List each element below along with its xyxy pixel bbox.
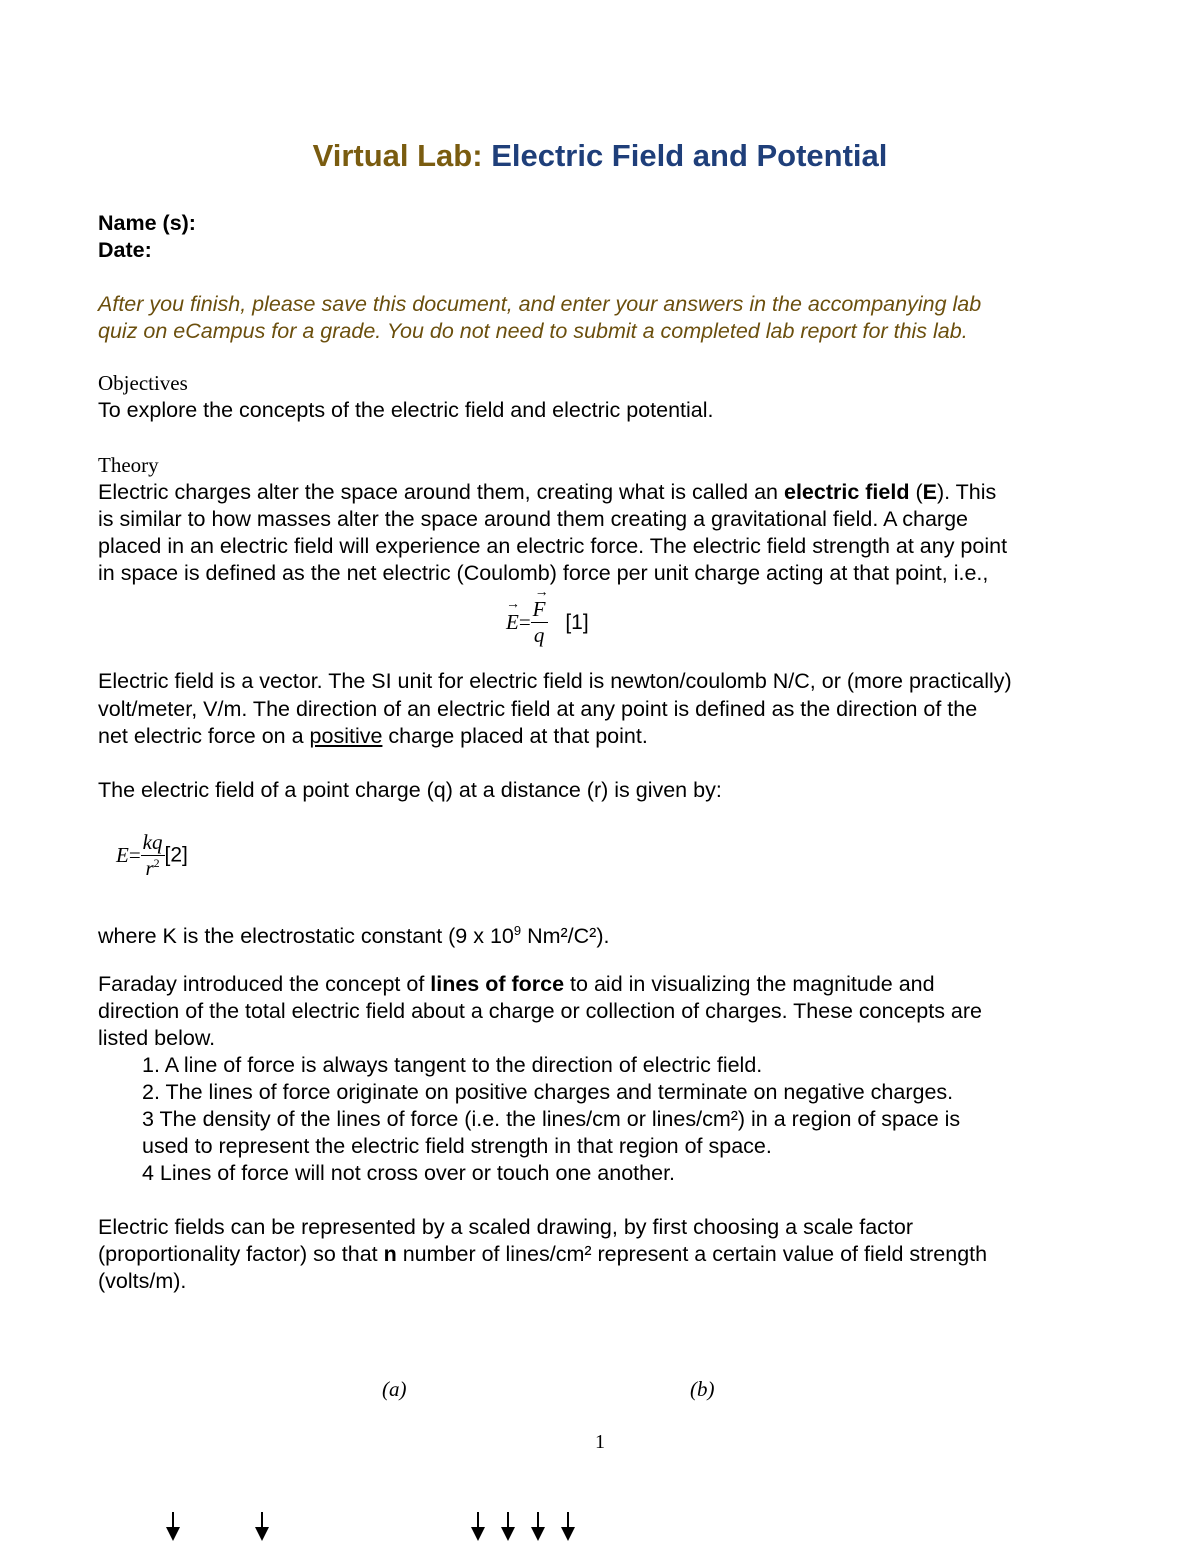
eq1-lhs <box>506 597 520 635</box>
eq2-numerator: kq <box>142 830 163 854</box>
eq2-exponent: 2 <box>153 856 160 870</box>
text-span: to aid in visualizing the magnitude and <box>564 972 935 996</box>
text-span: ). This <box>936 480 997 504</box>
field-line-arrow-icon <box>172 1512 174 1537</box>
theory-p4 <box>98 917 609 950</box>
eq2-fraction <box>141 830 165 881</box>
eq2-denominator <box>141 856 165 881</box>
text-span: Electric charges alter the space around them, creating what is called an <box>98 480 784 504</box>
text-span: Faraday introduced the concept of <box>98 972 431 996</box>
field-line-arrow-icon <box>537 1512 539 1537</box>
objectives-text: To explore the concepts of the electric field and electric potential. <box>98 398 714 422</box>
electric-field-term: electric field <box>783 480 910 504</box>
figure-label-a: (a) <box>382 1377 407 1401</box>
theory-p5-line-3: listed below. <box>98 1026 216 1050</box>
theory-p1-line-3: placed in an electric field will experience an electric force. The electric field strength at any point <box>98 534 1008 558</box>
page-number: 1 <box>595 1431 605 1453</box>
instruction-line-1: After you finish, please save this document, and enter your answers in the accompanying lab <box>98 292 982 316</box>
theory-p2-line-1: Electric field is a vector. The SI unit for electric field is newton/coulomb N/C, or (more practically) <box>98 669 1012 693</box>
text-span: (proportionality factor) so that <box>98 1242 384 1266</box>
theory-p3: The electric field of a point charge (q) at a distance (r) is given by: <box>98 778 722 802</box>
eq1-numerator <box>531 585 549 623</box>
text-span: ( <box>909 480 923 504</box>
eq2-ref: [2] <box>164 843 188 867</box>
theory-p1-line-1 <box>98 479 996 506</box>
text-span: where K is the electrostatic constant (9 x 10 <box>98 924 514 949</box>
n-symbol: n <box>383 1242 397 1266</box>
vector-arrow-icon: → <box>534 585 549 600</box>
theory-p6-line-1: Electric fields can be represented by a scaled drawing, by first choosing a scale factor <box>98 1215 914 1239</box>
eq1-fraction <box>531 585 549 648</box>
list-item: 2. The lines of force originate on positive charges and terminate on negative charges. <box>142 1080 954 1104</box>
figure-label-b: (b) <box>690 1377 715 1401</box>
field-line-arrow-icon <box>477 1512 479 1537</box>
theory-p5-line-2: direction of the total electric field about a charge or collection of charges. These concepts are <box>98 999 982 1023</box>
eq2-lhs: E <box>116 843 129 867</box>
eq2-equals: = <box>128 843 141 867</box>
lines-of-force-term: lines of force <box>430 972 565 996</box>
theory-p6-line-2 <box>98 1241 987 1268</box>
title-prefix: Virtual Lab: <box>312 138 483 173</box>
list-item-continuation: used to represent the electric field strength in that region of space. <box>142 1134 772 1158</box>
eq1-numerator-symbol: F <box>532 597 546 621</box>
eq1-equals: = <box>518 610 531 634</box>
page-title <box>0 136 1200 176</box>
field-line-arrow-icon <box>567 1512 569 1537</box>
text-span: Nm²/C²). <box>521 924 610 949</box>
objectives-heading: Objectives <box>98 371 188 395</box>
eq1-ref: [1] <box>565 610 589 634</box>
theory-p2-line-2: volt/meter, V/m. The direction of an electric field at any point is defined as the direction of the <box>98 697 978 721</box>
list-item: 3 The density of the lines of force (i.e. the lines/cm or lines/cm²) in a region of space is <box>142 1107 961 1131</box>
theory-heading: Theory <box>98 453 159 477</box>
eq1-lhs-symbol: E <box>506 610 519 634</box>
list-item: 1. A line of force is always tangent to the direction of electric field. <box>142 1053 763 1077</box>
eq2-denominator-symbol: r <box>145 856 154 880</box>
name-label: Name (s): <box>98 211 196 235</box>
equation-1 <box>506 585 589 648</box>
theory-p1-line-4: in space is defined as the net electric (Coulomb) force per unit charge acting at that point, i.e., <box>98 561 989 585</box>
instruction-line-2: quiz on eCampus for a grade. You do not need to submit a completed lab report for this lab. <box>98 319 968 343</box>
field-line-arrow-icon <box>507 1512 509 1537</box>
eq1-denominator: q <box>533 623 545 647</box>
positive-term: positive <box>309 724 383 748</box>
theory-p5-line-1 <box>98 971 935 998</box>
exponent: 9 <box>513 923 522 938</box>
text-span: net electric force on a <box>98 724 310 748</box>
theory-p2-line-3 <box>98 723 648 750</box>
list-item: 4 Lines of force will not cross over or touch one another. <box>142 1161 676 1185</box>
field-line-arrow-icon <box>261 1512 263 1537</box>
date-label: Date: <box>98 238 152 262</box>
title-main: Electric Field and Potential <box>491 138 888 173</box>
equation-2 <box>116 830 188 881</box>
e-symbol: E <box>922 480 937 504</box>
text-span: number of lines/cm² represent a certain value of field strength <box>396 1242 988 1266</box>
text-span: charge placed at that point. <box>382 724 648 748</box>
theory-p1-line-2: is similar to how masses alter the space around them creating a gravitational field. A charge <box>98 507 969 531</box>
vector-arrow-icon: → <box>506 597 520 612</box>
theory-p6-line-3: (volts/m). <box>98 1269 187 1293</box>
